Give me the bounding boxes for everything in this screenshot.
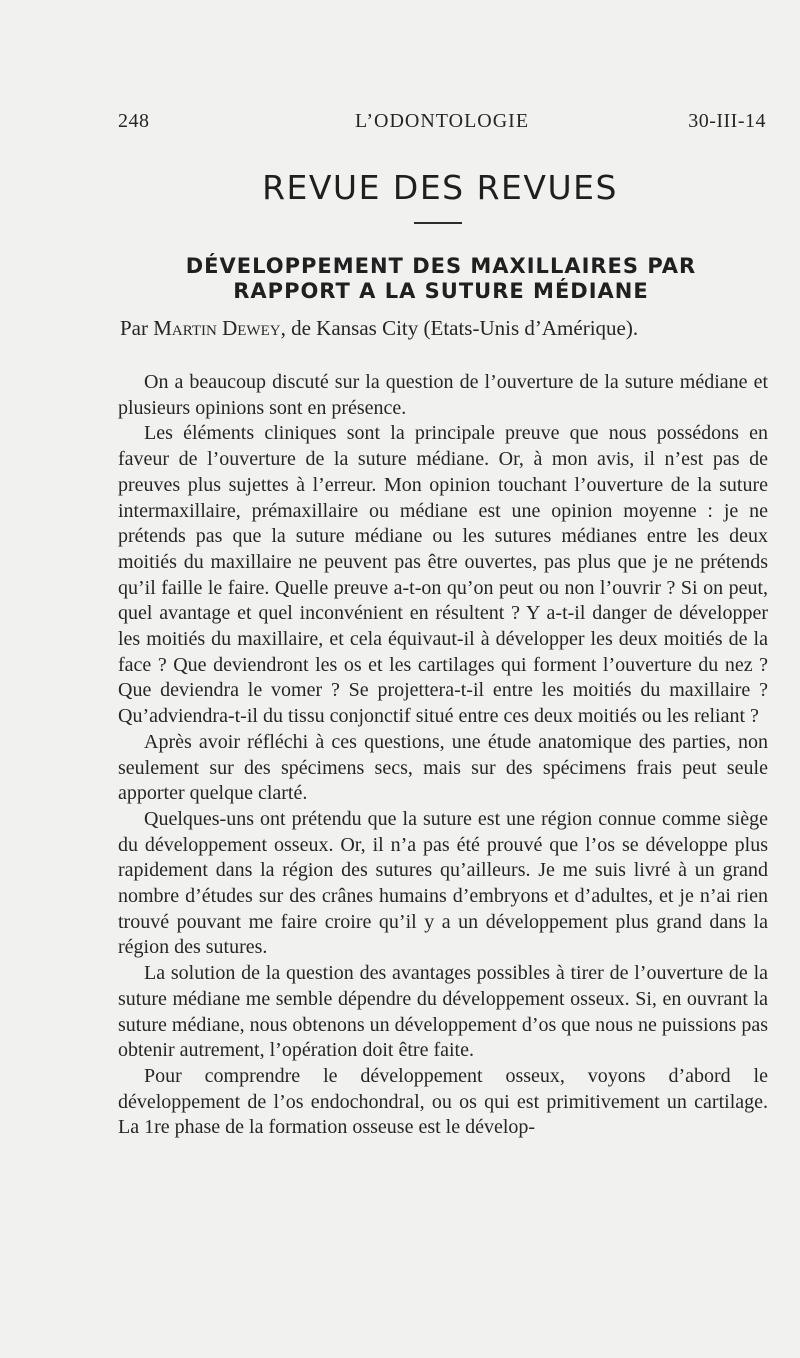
article-body bbox=[118, 370, 768, 1141]
section-title: REVUE DES REVUES bbox=[262, 168, 618, 207]
paragraph: Les éléments cliniques sont la principale preuve que nous possédons en faveur de l’ouverture de la suture médiane. Or, à mon avis, il n’est pas de preuves plus sujettes à l’erreur. Mon opinion touchant l’ouverture de la suture intermaxillaire, prémaxillaire ou médiane est une opinion moyenne : je ne prétends pas que la suture médiane ou les sutures médianes entre les deux moitiés du maxillaire ne peuvent pas être ouvertes, pas plus que je ne prétends qu’il faille le faire. Quelle preuve a-t-on qu’on peut ou non l’ouvrir ? Si on peut, quel avantage et quel inconvénient en résultent ? Y a-t-il danger de développer les moitiés du maxillaire, et cela équivaut-il à développer les deux moitiés de la face ? Que deviendront les os et les cartilages qui forment l’ouverture du nez ? Que deviendra le vomer ? Se projettera-t-il entre les moitiés du maxillaire ? Qu’adviendra-t-il du tissu conjonctif situé entre ces deux moitiés ou les reliant ? bbox=[118, 422, 768, 728]
journal-title: L’ODONTOLOGIE bbox=[354, 110, 530, 132]
byline bbox=[120, 316, 780, 341]
page-number: 248 bbox=[118, 110, 150, 132]
byline-author: Martin Dewey bbox=[153, 316, 281, 340]
paragraph: Quelques-uns ont prétendu que la suture est une région connue comme siège du développement osseux. Or, il n’a pas été prouvé que l’os se développe plus rapidement dans la région des sutures qu’ailleurs. Je me suis livré à un grand nombre d’études sur des crânes humains d’embryons et d’adultes, et je n’ai rien trouvé pouvant me faire croire qu’il y a un développement plus grand dans la région des sutures. bbox=[118, 807, 768, 959]
issue-date: 30-III-14 bbox=[688, 110, 766, 132]
title-rule bbox=[414, 222, 462, 224]
running-head bbox=[118, 110, 766, 138]
paragraph: La solution de la question des avantages possibles à tirer de l’ouverture de la suture médiane me semble dépendre du développement osseux. Si, en ouvrant la suture médiane, nous obtenons un développement d’os que nous ne puissions pas obtenir autrement, l’opération doit être faite. bbox=[118, 962, 768, 1062]
article-title bbox=[140, 254, 742, 304]
paragraph: Après avoir réfléchi à ces questions, une étude anatomique des parties, non seulement sur des spécimens secs, mais sur des spécimens frais peut seule apporter quelque clarté. bbox=[118, 730, 768, 805]
article-title-line-2: RAPPORT A LA SUTURE MÉDIANE bbox=[233, 279, 649, 303]
article-title-line-1: DÉVELOPPEMENT DES MAXILLAIRES PAR bbox=[185, 254, 697, 278]
byline-prefix: Par bbox=[120, 316, 154, 340]
byline-suffix: , de Kansas City (Etats-Unis d’Amérique). bbox=[280, 316, 639, 340]
paragraph: Pour comprendre le développement osseux, voyons d’abord le développement de l’os endochondral, ou os qui est primitivement un cartilage. La 1re phase de la formation osseuse est le dévelop- bbox=[118, 1064, 768, 1139]
paragraph: On a beaucoup discuté sur la question de l’ouverture de la suture médiane et plusieurs opinions sont en présence. bbox=[118, 371, 768, 419]
